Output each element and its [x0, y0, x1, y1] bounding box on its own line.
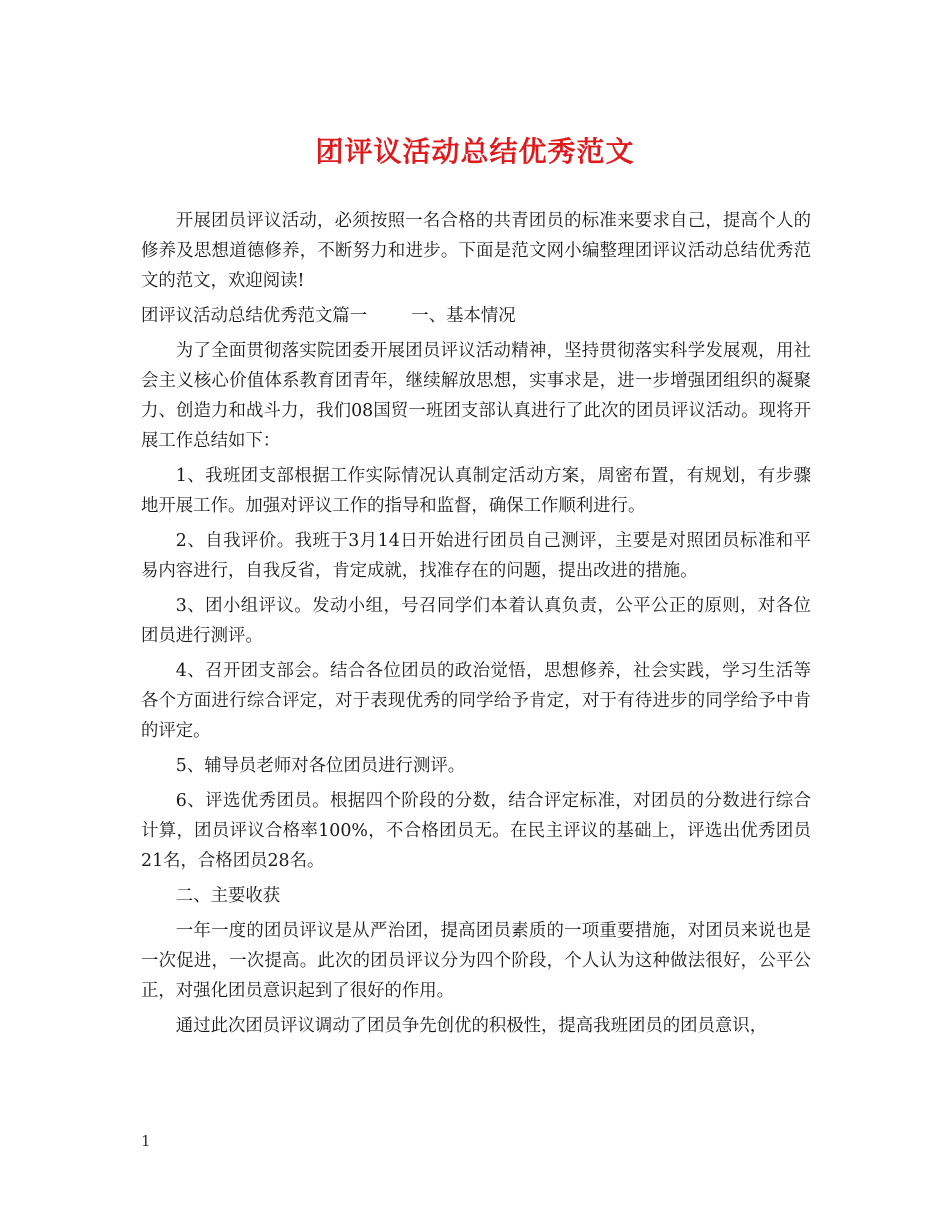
intro-paragraph: 开展团员评议活动，必须按照一名合格的共青团员的标准来要求自己，提高个人的修养及思想道德修养，不断努力和进步。下面是范文网小编整理团评议活动总结优秀范文的范文，欢迎阅读! [141, 211, 811, 291]
list-item-3: 3、团小组评议。发动小组，号召同学们本着认真负责，公平公正的原则，对各位团员进行测评。 [141, 596, 811, 646]
subheading-main-gains: 二、主要收获 [175, 886, 281, 906]
list-item-1: 1、我班团支部根据工作实际情况认真制定活动方案，周密布置，有规划，有步骤地开展工作。加强对评议工作的指导和监督，确保工作顺利进行。 [141, 466, 811, 516]
body-paragraph: 为了全面贯彻落实院团委开展团员评议活动精神，坚持贯彻落实科学发展观，用社会主义核心价值体系教育团青年，继续解放思想，实事求是，进一步增强团组织的凝聚力、创造力和战斗力，我们08国贸一班团支部认真进行了此次的团员评议活动。现将开展工作总结如下： [141, 341, 811, 451]
page-number: 1 [141, 1132, 151, 1150]
document-body [141, 206, 811, 1046]
document-title: 团评议活动总结优秀范文 [315, 135, 635, 168]
body-paragraph: 通过此次团员评议调动了团员争先创优的积极性，提高我班团员的团员意识， [175, 1016, 768, 1036]
list-item-5: 5、辅导员老师对各位团员进行测评。 [175, 756, 466, 776]
list-item-2: 2、自我评价。我班于3月14日开始进行团员自己测评，主要是对照团员标准和平易内容进行，自我反省，肯定成就，找准存在的问题，提出改进的措施。 [141, 531, 811, 581]
body-paragraph: 一年一度的团员评议是从严治团，提高团员素质的一项重要措施，对团员来说也是一次促进，一次提高。此次的团员评议分为四个阶段，个人认为这种做法很好，公平公正，对强化团员意识起到了很好的作用。 [141, 921, 811, 1001]
list-item-6: 6、评选优秀团员。根据四个阶段的分数，结合评定标准，对团员的分数进行综合计算，团员评议合格率100%，不合格团员无。在民主评议的基础上，评选出优秀团员21名，合格团员28名。 [141, 791, 811, 871]
list-item-4: 4、召开团支部会。结合各位团员的政治觉悟，思想修养，社会实践，学习生活等各个方面进行综合评定，对于表现优秀的同学给予肯定，对于有待进步的同学给予中肯的评定。 [141, 661, 811, 741]
section-heading: 团评议活动总结优秀范文篇一 一、基本情况 [141, 306, 516, 326]
